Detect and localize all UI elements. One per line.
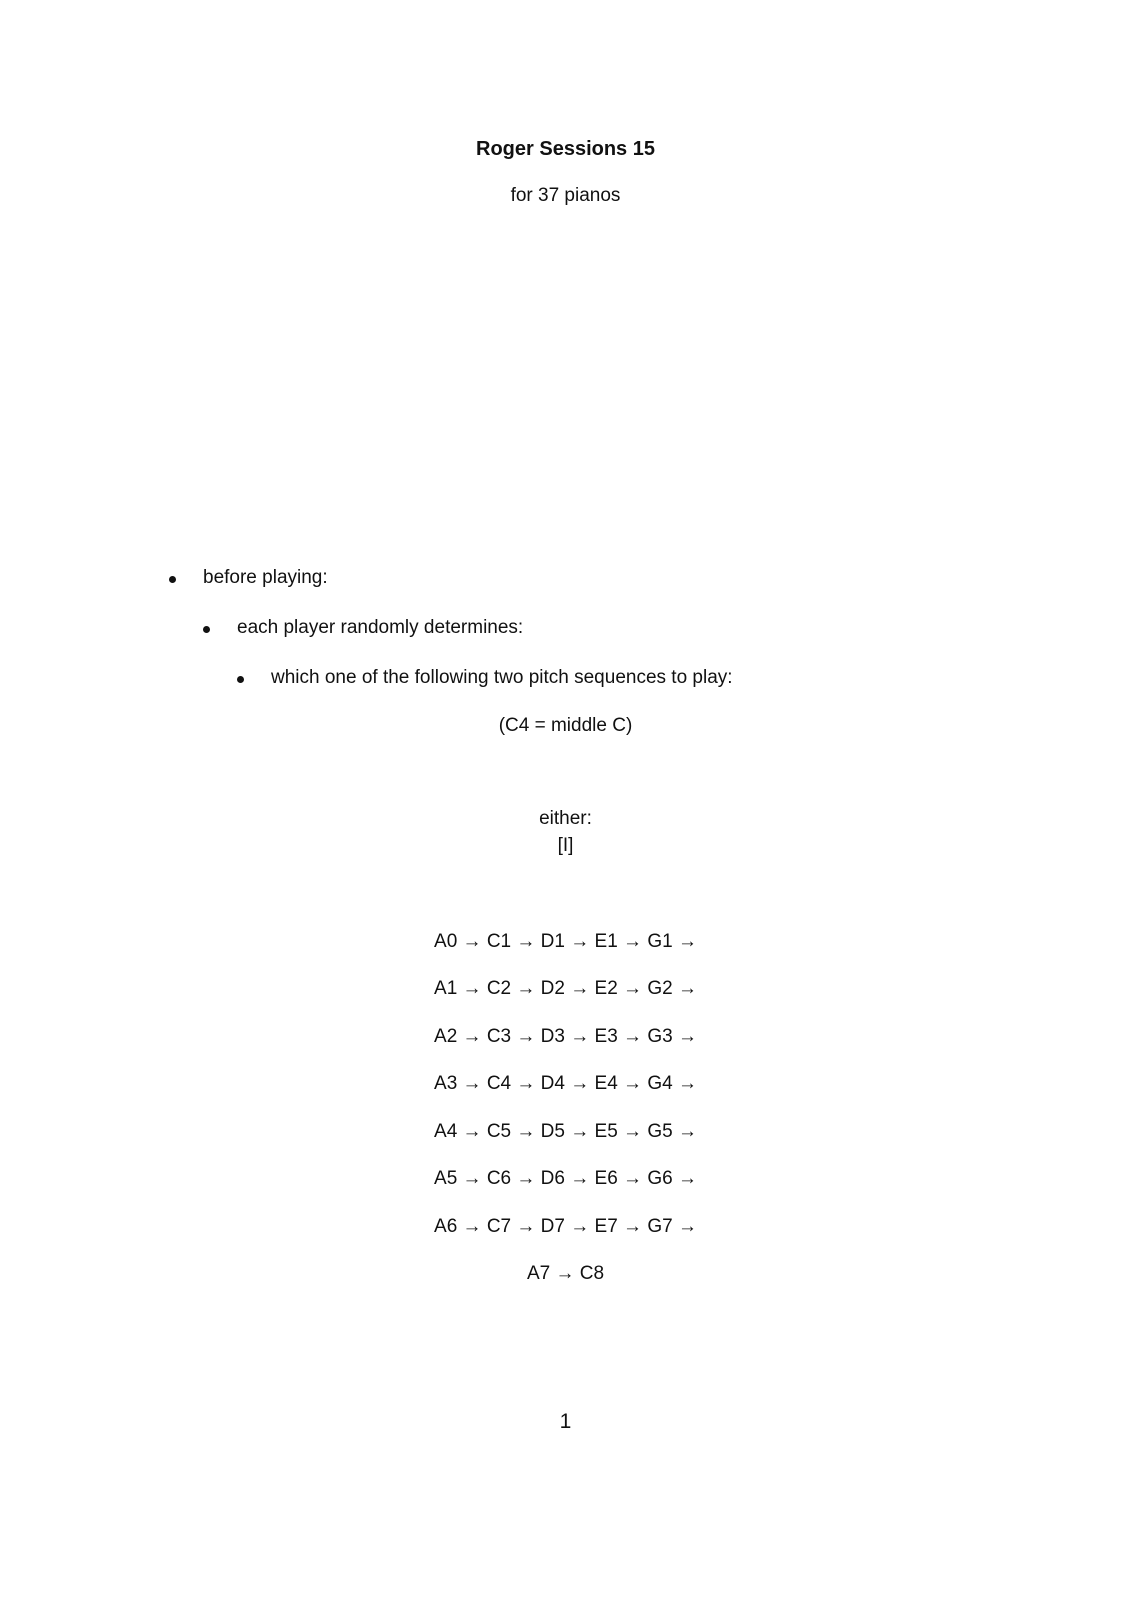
sequence-line: A5 → C6 → D6 → E6 → G6 → <box>434 1168 697 1189</box>
page-number: 1 <box>559 1410 572 1433</box>
middle-c-note: (C4 = middle C) <box>498 715 633 736</box>
bullet-text: each player randomly determines: <box>237 617 524 638</box>
sequence-line: A4 → C5 → D5 → E5 → G5 → <box>434 1121 697 1142</box>
bullet-icon <box>169 576 176 583</box>
bullet-icon <box>203 626 210 633</box>
sequence-line: A6 → C7 → D7 → E7 → G7 → <box>434 1216 697 1237</box>
either-label: either: <box>539 808 592 829</box>
bullet-text: before playing: <box>203 567 328 588</box>
sequence-line: A2 → C3 → D3 → E3 → G3 → <box>434 1026 697 1047</box>
sequence-line: A7 → C8 <box>526 1263 605 1284</box>
bullet-text: which one of the following two pitch sequences to play: <box>271 667 733 688</box>
sequence-label: [I] <box>557 835 574 856</box>
bullet-icon <box>237 676 244 683</box>
sequence-line: A1 → C2 → D2 → E2 → G2 → <box>434 978 697 999</box>
sequence-line: A0 → C1 → D1 → E1 → G1 → <box>434 931 697 952</box>
sequence-line: A3 → C4 → D4 → E4 → G4 → <box>434 1073 697 1094</box>
document-subtitle: for 37 pianos <box>510 185 621 206</box>
document-title: Roger Sessions 15 <box>476 138 655 160</box>
